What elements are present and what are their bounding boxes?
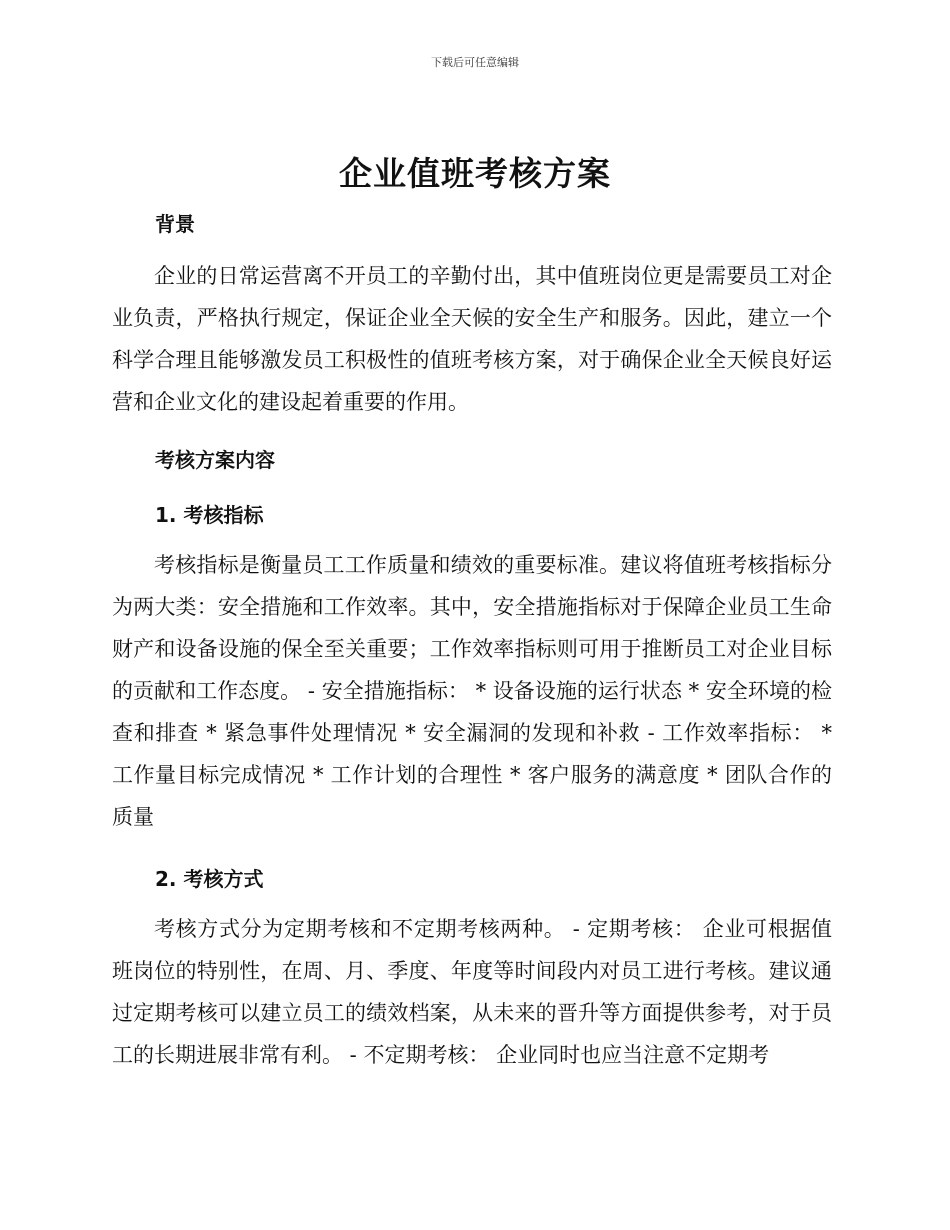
section-paragraph-background: 企业的日常运营离不开员工的辛勤付出，其中值班岗位更是需要员工对企业负责，严格执行规定，保证企业全天候的安全生产和服务。因此，建立一个科学合理且能够激发员工积极性的值班考核方案，对于确保企业全天候良好运营和企业文化的建设起着重要的作用。 [112,264,832,414]
section-heading-methods: 2. 考核方式 [155,867,264,891]
section-heading-background: 背景 [155,212,195,236]
header-note: 下载后可任意编辑 [431,56,519,69]
document-title: 企业值班考核方案 [339,154,611,193]
section-paragraph-methods: 考核方式分为定期考核和不定期考核两种。 - 定期考核： 企业可根据值班岗位的特别性，在周、月、季度、年度等时间段内对员工进行考核。建议通过定期考核可以建立员工的绩效档案，从未来的晋升等方面提供参考，对于员工的长期进展非常有利。 - 不定期考核： 企业同时也应当注意不定期考 [112,917,832,1067]
section-paragraph-indicators: 考核指标是衡量员工工作质量和绩效的重要标准。建议将值班考核指标分为两大类：安全措施和工作效率。其中，安全措施指标对于保障企业员工生命财产和设备设施的保全至关重要；工作效率指标则可用于推断员工对企业目标的贡献和工作态度。 - 安全措施指标： * 设备设施的运行状态 * 安全环境的检查和排查 * 紧急事件处理情况 * 安全漏洞的发现和补救 - 工作效率指标： * 工作量目标完成情况 * 工作计划的合理性 * 客户服务的满意度 * 团队合作的质量 [112,553,832,829]
section-heading-indicators: 1. 考核指标 [155,503,264,527]
section-heading-content: 考核方案内容 [155,448,275,472]
